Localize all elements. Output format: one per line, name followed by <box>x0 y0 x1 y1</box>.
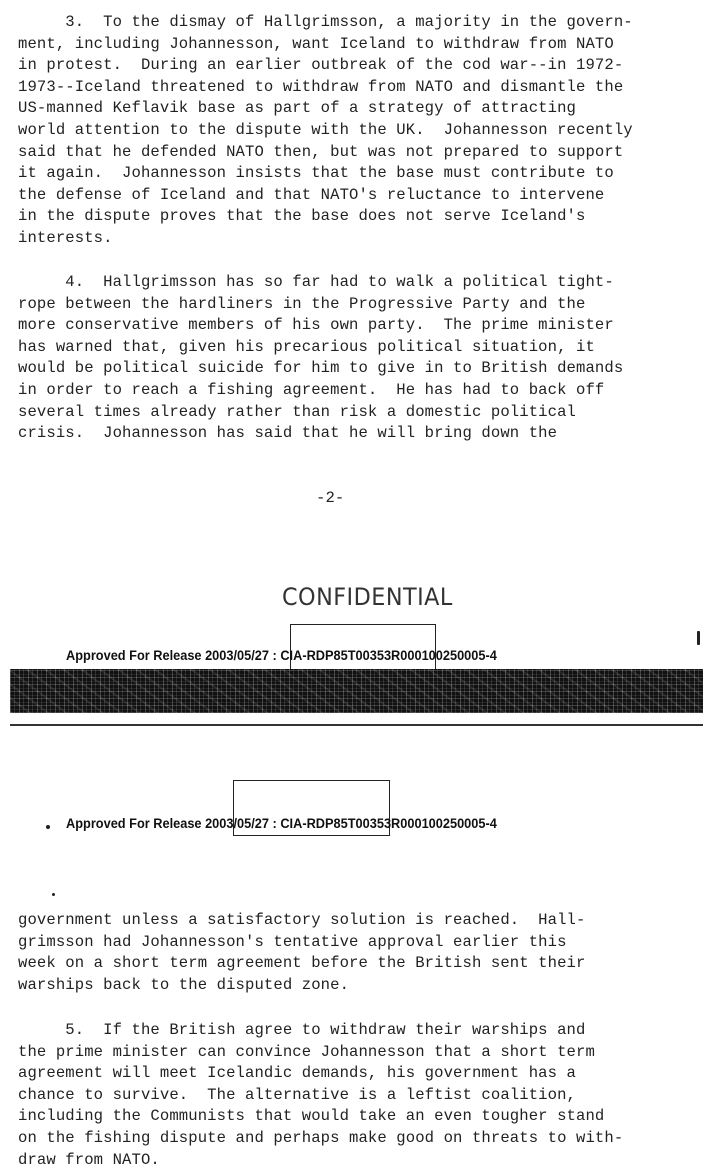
text-line: US-manned Keflavik base as part of a strategy of attracting <box>18 99 577 118</box>
text-line: it again. Johannesson insists that the base must contribute to <box>18 164 614 183</box>
text-line: the prime minister can convince Johannesson that a short term <box>18 1042 595 1061</box>
paragraph-4 <box>18 272 623 445</box>
text-line: including the Communists that would take an even tougher stand <box>18 1107 605 1126</box>
text-line: rope between the hardliners in the Progressive Party and the <box>18 294 586 313</box>
text-line: would be political suicide for him to give in to British demands <box>18 359 624 378</box>
text-line: 3. To the dismay of Hallgrimsson, a majority in the govern- <box>18 13 633 31</box>
text-line: has warned that, given his precarious political situation, it <box>18 337 595 356</box>
release-line: Approved For Release 2003/05/27 : CIA-RDP85T00353R000100250005-4 <box>66 816 497 832</box>
text-line: more conservative members of his own party. The prime minister <box>18 316 614 335</box>
release-line: Approved For Release 2003/05/27 : CIA-RDP85T00353R000100250005-4 <box>66 648 497 664</box>
text-line: chance to survive. The alternative is a leftist coalition, <box>18 1085 577 1104</box>
text-line: interests. <box>18 228 113 247</box>
text-line: draw from NATO. <box>18 1150 160 1169</box>
scan-speck <box>697 631 700 645</box>
text-line: 5. If the British agree to withdraw their warships and <box>18 1021 586 1039</box>
page-divider <box>10 724 703 726</box>
text-line: government unless a satisfactory solution is reached. Hall- <box>18 911 586 929</box>
scan-speck <box>46 825 50 829</box>
text-line: in the dispute proves that the base does not serve Iceland's <box>18 207 586 226</box>
text-line: warships back to the disputed zone. <box>18 975 350 994</box>
text-line: in protest. During an earlier outbreak of the cod war--in 1972- <box>18 56 624 75</box>
text-line: on the fishing dispute and perhaps make good on threats to with- <box>18 1128 624 1147</box>
scan-speck <box>52 893 55 896</box>
text-line: ment, including Johannesson, want Iceland to withdraw from NATO <box>18 34 614 53</box>
classification-stamp: CONFIDENTIAL <box>282 583 453 611</box>
text-line: world attention to the dispute with the UK. Johannesson recently <box>18 120 633 139</box>
text-line: several times already rather than risk a domestic political <box>18 402 577 421</box>
text-line: said that he defended NATO then, but was not prepared to support <box>18 142 624 161</box>
text-line: in order to reach a fishing agreement. He has had to back off <box>18 380 605 399</box>
text-line: crisis. Johannesson has said that he will bring down the <box>18 424 558 443</box>
text-line: grimsson had Johannesson's tentative approval earlier this <box>18 932 567 951</box>
text-line: agreement will meet Icelandic demands, his government has a <box>18 1064 577 1083</box>
text-line: week on a short term agreement before the British sent their <box>18 954 586 973</box>
text-line: the defense of Iceland and that NATO's reluctance to intervene <box>18 185 605 204</box>
paragraph-5 <box>18 1020 623 1171</box>
paragraph-3 <box>18 12 633 250</box>
text-line: 1973--Iceland threatened to withdraw from NATO and dismantle the <box>18 77 624 96</box>
paragraph-continued <box>18 910 585 996</box>
scan-noise-band <box>10 669 703 713</box>
page-number: -2- <box>316 489 345 507</box>
text-line: 4. Hallgrimsson has so far had to walk a political tight- <box>18 273 614 291</box>
